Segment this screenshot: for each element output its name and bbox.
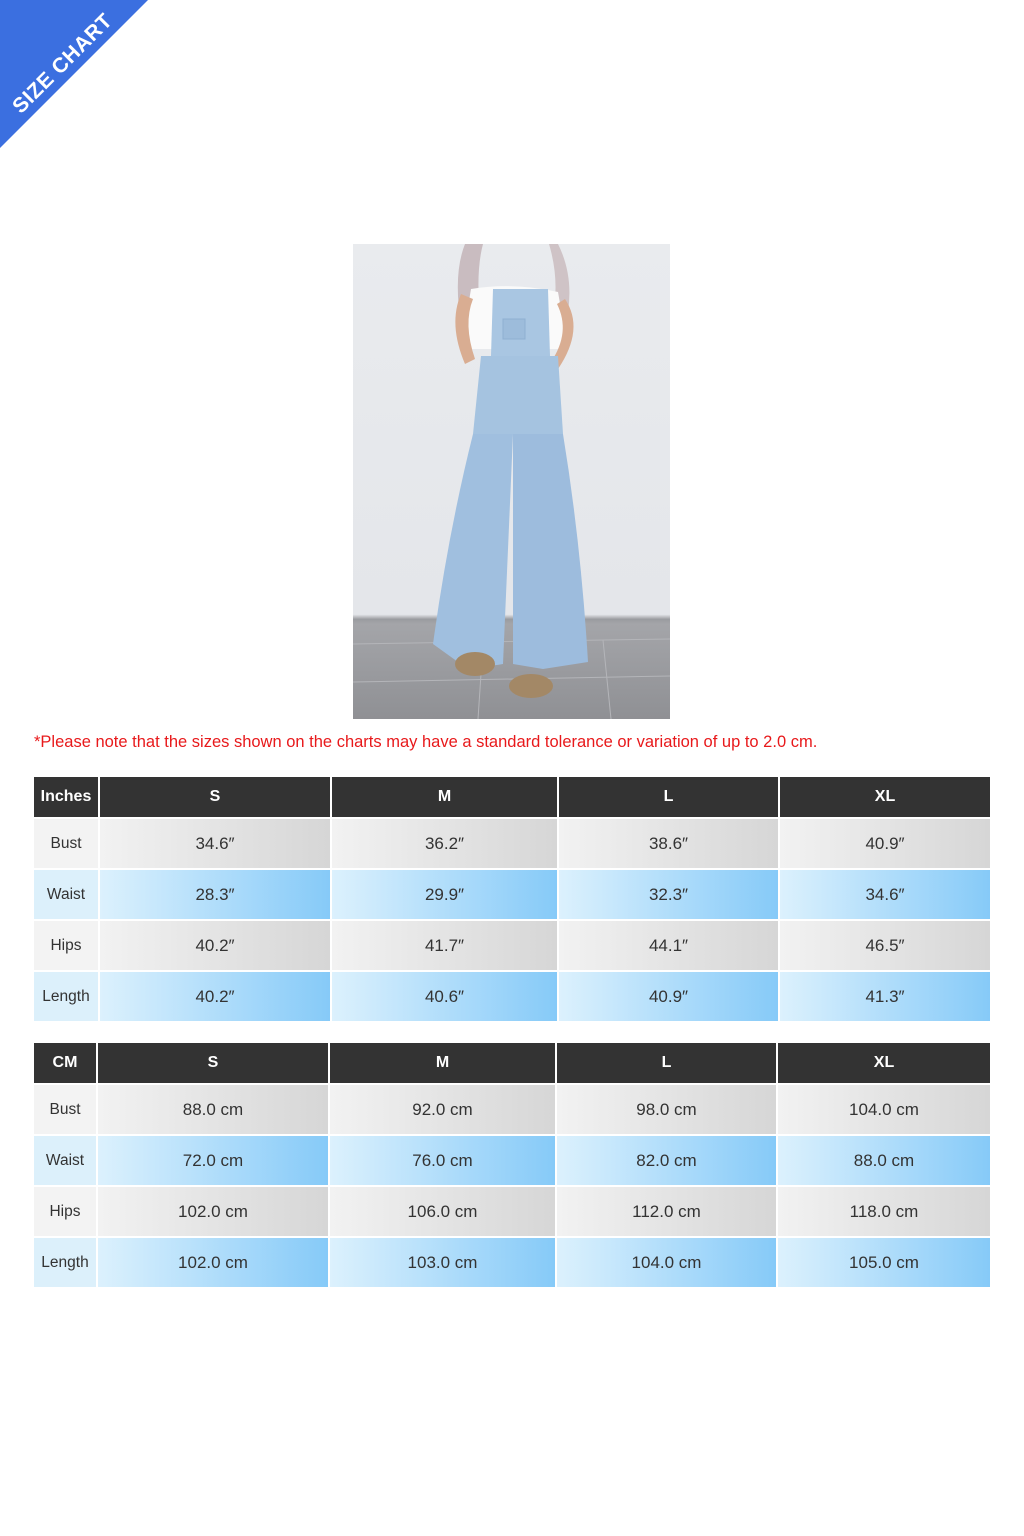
table-cell: 88.0 cm (778, 1136, 990, 1185)
table-header-row (34, 1043, 990, 1083)
table-cell: 41.7″ (332, 921, 557, 970)
table-cell: 32.3″ (559, 870, 778, 919)
table-row-bust (34, 1085, 990, 1134)
table-row-bust (34, 819, 990, 868)
size-header-xl: XL (780, 777, 990, 817)
row-label: Waist (34, 870, 98, 919)
table-cell: 40.9″ (780, 819, 990, 868)
size-header-l: L (559, 777, 778, 817)
table-cell: 29.9″ (332, 870, 557, 919)
table-cell: 88.0 cm (98, 1085, 328, 1134)
table-cell: 102.0 cm (98, 1238, 328, 1287)
size-header-xl: XL (778, 1043, 990, 1083)
badge-triangle (0, 0, 148, 148)
table-cell: 34.6″ (100, 819, 330, 868)
size-header-s: S (100, 777, 330, 817)
size-header-m: M (330, 1043, 555, 1083)
table-cell: 103.0 cm (330, 1238, 555, 1287)
table-cell: 105.0 cm (778, 1238, 990, 1287)
size-header-m: M (332, 777, 557, 817)
table-row-length (34, 1238, 990, 1287)
table-header-row (34, 777, 990, 817)
row-label: Length (34, 972, 98, 1021)
table-row-length (34, 972, 990, 1021)
unit-header: CM (34, 1043, 96, 1083)
table-cell: 46.5″ (780, 921, 990, 970)
table-cell: 106.0 cm (330, 1187, 555, 1236)
table-cell: 40.9″ (559, 972, 778, 1021)
size-header-l: L (557, 1043, 776, 1083)
table-cell: 92.0 cm (330, 1085, 555, 1134)
size-header-s: S (98, 1043, 328, 1083)
table-cell: 104.0 cm (778, 1085, 990, 1134)
badge-label: SIZE CHART (8, 9, 118, 119)
table-row-hips (34, 921, 990, 970)
table-cell: 36.2″ (332, 819, 557, 868)
table-cell: 76.0 cm (330, 1136, 555, 1185)
table-cell: 112.0 cm (557, 1187, 776, 1236)
table-row-waist (34, 870, 990, 919)
table-cell: 118.0 cm (778, 1187, 990, 1236)
overalls-illustration (353, 244, 670, 719)
table-cell: 72.0 cm (98, 1136, 328, 1185)
table-cell: 40.6″ (332, 972, 557, 1021)
table-cell: 40.2″ (100, 921, 330, 970)
table-cell: 98.0 cm (557, 1085, 776, 1134)
table-cell: 104.0 cm (557, 1238, 776, 1287)
tolerance-note: *Please note that the sizes shown on the charts may have a standard tolerance or variation of up to 2.0 cm. (34, 733, 818, 751)
row-label: Waist (34, 1136, 96, 1185)
table-cell: 82.0 cm (557, 1136, 776, 1185)
row-label: Hips (34, 921, 98, 970)
product-photo (353, 244, 670, 719)
table-cell: 44.1″ (559, 921, 778, 970)
size-chart-badge (0, 0, 148, 148)
row-label: Bust (34, 1085, 96, 1134)
table-row-waist (34, 1136, 990, 1185)
row-label: Hips (34, 1187, 96, 1236)
table-cell: 40.2″ (100, 972, 330, 1021)
table-row-hips (34, 1187, 990, 1236)
table-cell: 41.3″ (780, 972, 990, 1021)
table-cell: 102.0 cm (98, 1187, 328, 1236)
row-label: Length (34, 1238, 96, 1287)
table-cell: 28.3″ (100, 870, 330, 919)
row-label: Bust (34, 819, 98, 868)
size-table-inches (32, 775, 992, 1023)
table-cell: 34.6″ (780, 870, 990, 919)
unit-header: Inches (34, 777, 98, 817)
table-cell: 38.6″ (559, 819, 778, 868)
size-table-cm (32, 1041, 992, 1289)
